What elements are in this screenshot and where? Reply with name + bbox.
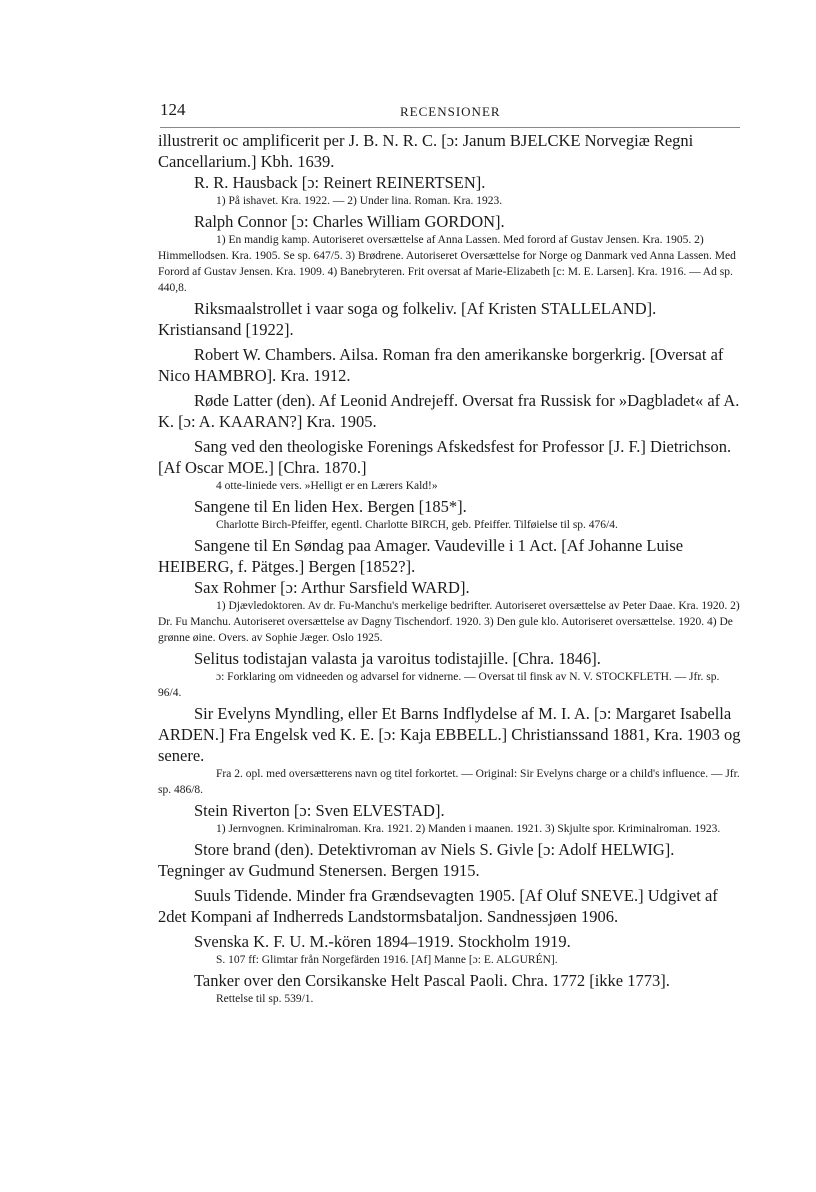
entry-0: illustrerit oc amplificerit per J. B. N. R. C. [ɔ: Janum BJELCKE Norvegiæ Regni Cancellarium.] Kbh. 1639. (158, 131, 694, 171)
entry-7: Sangene til En liden Hex. Bergen [185*]. (194, 497, 467, 516)
page-number: 124 (160, 100, 186, 119)
entry-10-note: ɔ: Forklaring om vidneeden og advarsel for vidnerne. — Oversat til finsk av N. V. STOCKFLETH. — Jfr. sp. 96/4. (158, 671, 720, 699)
entry-10: Selitus todistajan valasta ja varoitus todistajille. [Chra. 1846]. (194, 649, 601, 668)
entry-15-note: S. 107 ff: Glimtar från Norgefärden 1916. [Af] Manne [ɔ: E. ALGURÉN]. (216, 954, 558, 966)
entry-1: R. R. Hausback [ɔ: Reinert REINERTSEN]. (194, 173, 486, 192)
header-rule (160, 127, 740, 128)
entry-16: Tanker over den Corsikanske Helt Pascal Paoli. Chra. 1772 [ikke 1773]. (194, 971, 670, 990)
entry-14: Suuls Tidende. Minder fra Grændsevagten 1905. [Af Oluf SNEVE.] Udgivet af 2det Kompani af Indherreds Landstormsbataljon. Sandnessjøen 1906. (158, 886, 718, 926)
entry-13: Store brand (den). Detektivroman av Niels S. Givle [ɔ: Adolf HELWIG]. Tegninger av Gudmund Stenersen. Bergen 1915. (158, 840, 675, 880)
entry-11-note: Fra 2. opl. med oversætterens navn og titel forkortet. — Original: Sir Evelyns charge or a child's influence. — Jfr. sp. 486/8. (158, 768, 740, 796)
entry-2: Ralph Connor [ɔ: Charles William GORDON]. (194, 212, 505, 231)
page-header (160, 100, 740, 124)
entry-1-note: 1) På ishavet. Kra. 1922. — 2) Under lina. Roman. Kra. 1923. (216, 195, 503, 207)
bibliography-list (158, 130, 742, 1009)
entry-3: Riksmaalstrollet i vaar soga og folkeliv. [Af Kristen STALLELAND]. Kristiansand [1922]. (158, 299, 657, 339)
entry-6-note: 4 otte-liniede vers. »Helligt er en Lærers Kald!» (216, 480, 438, 492)
entry-5: Røde Latter (den). Af Leonid Andrejeff. Oversat fra Russisk for »Dagbladet« af A. K. [ɔ: A. KAARAN?] Kra. 1905. (158, 391, 740, 431)
entry-12: Stein Riverton [ɔ: Sven ELVESTAD]. (194, 801, 445, 820)
entry-8: Sangene til En Søndag paa Amager. Vaudeville i 1 Act. [Af Johanne Luise HEIBERG, f. Pätges.] Bergen [1852?]. (158, 536, 684, 576)
entry-2-note: 1) En mandig kamp. Autoriseret oversættelse af Anna Lassen. Med forord af Gustav Jensen. Kra. 1905. 2) Himmellodsen. Kra. 1905. Se sp. 647/5. 3) Brødrene. Autoriseret Oversættelse for Norge og Danmark ved Anna Lassen. Med Forord af Gustav Jensen. Kra. 1909. 4) Banebryteren. Frit oversat af Marie-Elizabeth [c: M. E. Larsen]. Kra. 1916. — Ad sp. 440,8. (158, 234, 736, 294)
entry-16-note: Rettelse til sp. 539/1. (216, 993, 314, 1005)
entry-11: Sir Evelyns Myndling, eller Et Barns Indflydelse af M. I. A. [ɔ: Margaret Isabella ARDEN.] Fra Engelsk ved K. E. [ɔ: Kaja EBBELL.] Christianssand 1881, Kra. 1903 og senere. (158, 704, 741, 765)
entry-9: Sax Rohmer [ɔ: Arthur Sarsfield WARD]. (194, 578, 470, 597)
entry-15: Svenska K. F. U. M.-kören 1894–1919. Stockholm 1919. (194, 932, 571, 951)
entry-12-note: 1) Jernvognen. Kriminalroman. Kra. 1921. 2) Manden i maanen. 1921. 3) Skjulte spor. Kriminalroman. 1923. (216, 823, 721, 835)
running-head: RECENSIONER (400, 104, 501, 119)
entry-6: Sang ved den theologiske Forenings Afskedsfest for Professor [J. F.] Dietrichson. [Af Oscar MOE.] [Chra. 1870.] (158, 437, 732, 477)
entry-7-note: Charlotte Birch-Pfeiffer, egentl. Charlotte BIRCH, geb. Pfeiffer. Tilføielse til sp. 476/4. (216, 519, 618, 531)
entry-4: Robert W. Chambers. Ailsa. Roman fra den amerikanske borgerkrig. [Oversat af Nico HAMBRO]. Kra. 1912. (158, 345, 724, 385)
entry-9-note: 1) Djævledoktoren. Av dr. Fu-Manchu's merkelige bedrifter. Autoriseret oversættelse av Peter Daae. Kra. 1920. 2) Dr. Fu Manchu. Autoriseret oversættelse av Dagny Tischendorf. 1920. 3) Den gule klo. Autoriseret oversættelse. 1920. 4) De grønne øine. Overs. av Sophie Jæger. Oslo 1925. (158, 600, 740, 644)
